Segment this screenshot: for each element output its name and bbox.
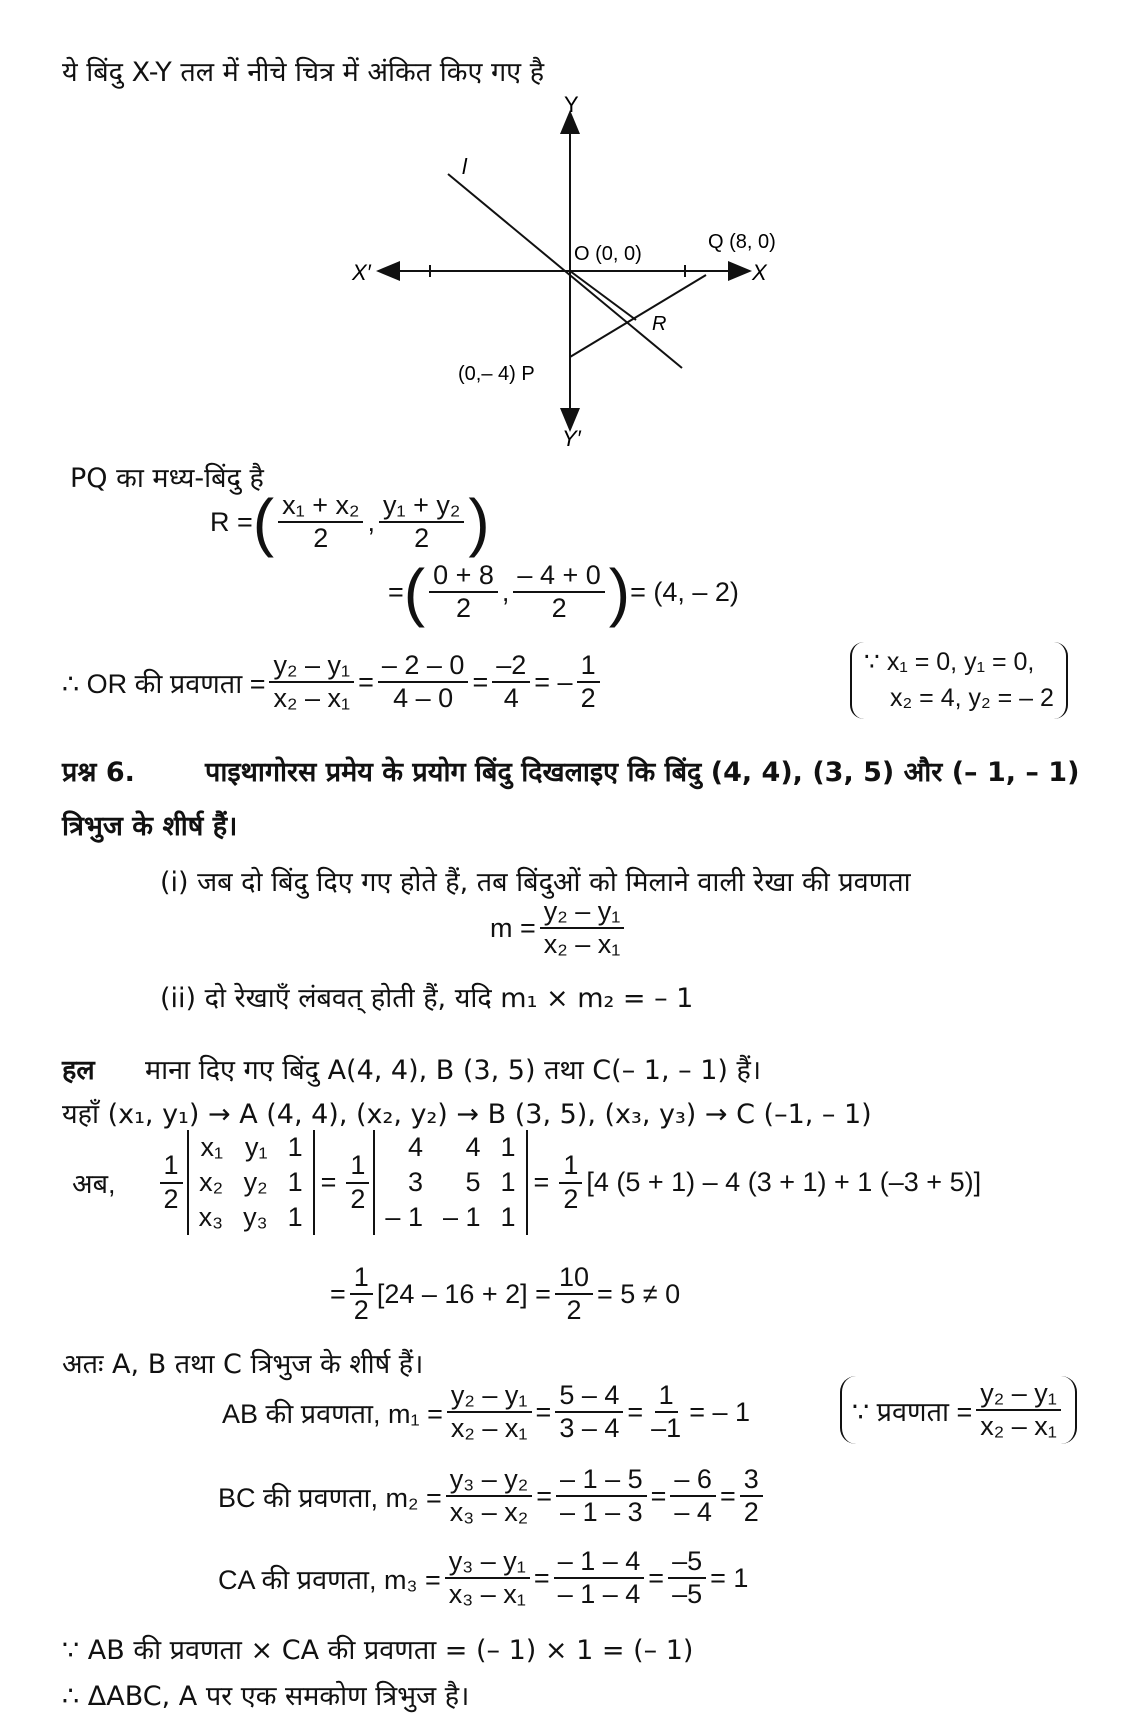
- note-line: ∵ x₁ = 0, y₁ = 0,: [864, 648, 1035, 676]
- result-end: = 5 ≠ 0: [597, 1278, 681, 1309]
- equals-minus: = –: [534, 666, 573, 697]
- slope-or-note: [850, 642, 1068, 719]
- det-cell: – 1: [442, 1202, 481, 1232]
- frac-num: – 6: [670, 1464, 716, 1497]
- solution-line2: यहाँ (x₁, y₁) → A (4, 4), (x₂, y₂) → B (3, 5), (x₃, y₃) → C (–1, – 1): [62, 1099, 872, 1130]
- slope-or-label: ∴ OR की प्रवणता =: [62, 668, 266, 699]
- p-label: (0,– 4) P: [458, 363, 535, 385]
- frac-den: 2: [743, 1497, 759, 1528]
- y-label: Y: [564, 92, 579, 117]
- det-cell: 1: [500, 1202, 516, 1232]
- final-line2: ∴ ΔABC, A पर एक समकोण त्रिभुज है।: [62, 1681, 470, 1712]
- frac-den: 2: [551, 593, 567, 624]
- frac-den: x₂ – x₁: [543, 929, 621, 960]
- frac-den: 2: [455, 593, 472, 624]
- det-cell: 1: [500, 1167, 516, 1197]
- frac-num: y₂ – y₁: [976, 1378, 1061, 1411]
- midpoint-formula: R = ( $\frac{\text{x₁ + x₂}}{2}$ , $\frac{\text{y₁ + y₂}}{2}$ ): [210, 486, 490, 559]
- frac-num: 3: [740, 1464, 763, 1497]
- frac-den: x₂ – x₁: [450, 1413, 528, 1444]
- x-neg-label: X′: [352, 260, 371, 285]
- frac-den: x₂ – x₁: [980, 1411, 1057, 1442]
- frac-num: 10: [555, 1262, 593, 1295]
- slope-or-formula: ∴ OR की प्रवणता = $\frac{\text{y₂ – y₁}}{\text{x₂ – x₁}}$ = $\frac{- 2 - 0}{4 - 0}$ = $\frac{-2}{4}$ = – $\frac{1}{2}$: [62, 650, 604, 714]
- frac-den: 2: [580, 683, 596, 714]
- midpoint-heading: PQ का मध्य-बिंदु है: [70, 463, 264, 494]
- x-label: X: [752, 260, 767, 285]
- coordinate-graph: [340, 90, 800, 450]
- frac-den: 2: [563, 1183, 579, 1214]
- frac-den: 2: [414, 523, 430, 554]
- frac-num: y₃ – y₁: [445, 1546, 530, 1579]
- frac-num: 1: [655, 1380, 678, 1413]
- frac-den: 2: [350, 1183, 366, 1214]
- question-label: प्रश्न 6.: [62, 757, 135, 788]
- frac-num: – 2 – 0: [378, 650, 469, 683]
- bc-slope-label: BC की प्रवणता, m₂ =: [218, 1482, 442, 1513]
- equals: =: [388, 576, 404, 607]
- o-label: O (0, 0): [574, 243, 642, 265]
- r-label: R: [652, 313, 667, 335]
- frac-den: – 4: [674, 1497, 712, 1528]
- frac-num: 0 + 8: [429, 560, 498, 593]
- solution-label: हल: [62, 1055, 95, 1086]
- intro-text: ये बिंदु X-Y तल में नीचे चित्र में अंकित किए गए है: [62, 57, 545, 88]
- hint-1: (i) जब दो बिंदु दिए गए होते हैं, तब बिंदुओं को मिलाने वाली रेखा की प्रवणता: [160, 867, 911, 898]
- frac-den: 2: [566, 1295, 582, 1326]
- frac-den: –5: [672, 1579, 703, 1610]
- det-cell: y₃: [243, 1202, 268, 1232]
- frac-den: – 1 – 3: [560, 1497, 643, 1528]
- m-equals: m =: [490, 912, 536, 943]
- frac-num: 1: [350, 1262, 373, 1295]
- det-cell: x₂: [199, 1167, 224, 1197]
- determinant-numeric: [373, 1130, 527, 1235]
- hint-slope-formula: [490, 896, 628, 960]
- frac-den: x₂ – x₁: [273, 683, 351, 714]
- question-text-line2: त्रिभुज के शीर्ष हैं।: [62, 811, 238, 842]
- hint-2: (ii) दो रेखाएँ लंबवत् होती हैं, यदि m₁ × m₂ = – 1: [160, 983, 694, 1014]
- determinant-expression: अब, $\frac{1}{2}$ x₁ y₁ 1 x₂ y₂ 1 x₃ y₃ 1 = $\frac{1}{2}$ 4 4 1 3 5 1 – 1 – 1 1 = $\frac{1}{2}$ [4 (5 + 1) – 4 (3 + 1) + 1 (–3 + 5)]: [72, 1130, 981, 1235]
- note-line: x₂ = 4, y₂ = – 2: [890, 684, 1054, 713]
- frac-num: – 1 – 4: [554, 1546, 645, 1579]
- midpoint-result: = (4, – 2): [630, 576, 739, 607]
- r-equals: R =: [210, 506, 253, 537]
- slope-ab: AB की प्रवणता, m₁ = $\frac{\text{y₂ – y₁}}{\text{x₂ – x₁}}$ = $\frac{5 - 4}{3 - 4}$ = $\frac{1}{-1}$ = – 1: [222, 1380, 751, 1444]
- equals: =: [330, 1278, 346, 1309]
- frac-den: 4: [503, 683, 519, 714]
- frac-den: 2: [313, 523, 329, 554]
- question-text-line1: पाइथागोरस प्रमेय के प्रयोग बिंदु दिखलाइए कि बिंदु (4, 4), (3, 5) और (– 1, – 1): [205, 757, 1080, 788]
- det-cell: 3: [407, 1167, 423, 1197]
- det-cell: 1: [287, 1202, 303, 1232]
- ab-slope-label: AB की प्रवणता, m₁ =: [222, 1398, 443, 1429]
- solution-conclusion: अतः A, B तथा C त्रिभुज के शीर्ष हैं।: [62, 1349, 424, 1380]
- det-cell: x₃: [198, 1202, 224, 1232]
- frac-den: x₃ – x₁: [448, 1579, 526, 1610]
- expansion: [4 (5 + 1) – 4 (3 + 1) + 1 (–3 + 5)]: [586, 1167, 982, 1197]
- slope-bc: BC की प्रवणता, m₂ = $\frac{\text{y₃ – y₂}}{\text{x₃ – x₂}}$ = $\frac{- 1 - 5}{- 1 - 3}$ = $\frac{- 6}{- 4}$ = $\frac{3}{2}$: [218, 1464, 767, 1528]
- det-cell: 4: [465, 1132, 481, 1162]
- frac-den: x₃ – x₂: [449, 1497, 529, 1528]
- frac-num: 1: [346, 1150, 369, 1183]
- line-l-label: l: [462, 154, 467, 179]
- frac-den: 2: [163, 1183, 179, 1214]
- frac-den: –1: [651, 1413, 682, 1444]
- ca-slope-label: CA की प्रवणता, m₃ =: [218, 1564, 441, 1595]
- frac-num: 5 – 4: [555, 1380, 623, 1413]
- solution-line1: माना दिए गए बिंदु A(4, 4), B (3, 5) तथा C(– 1, – 1) हैं।: [145, 1055, 762, 1086]
- frac-num: – 1 – 5: [556, 1464, 647, 1497]
- frac-den: 3 – 4: [559, 1413, 620, 1444]
- ab-label: अब,: [72, 1169, 116, 1199]
- final-line1: ∵ AB की प्रवणता × CA की प्रवणता = (– 1) × 1 = (– 1): [62, 1635, 694, 1666]
- det-cell: y₁: [244, 1132, 268, 1162]
- frac-num: y₃ – y₂: [446, 1464, 533, 1497]
- frac-num: 1: [577, 650, 600, 683]
- frac-num: –5: [668, 1546, 706, 1579]
- determinant-result: [330, 1262, 680, 1326]
- frac-num: x₁ + x₂: [278, 490, 363, 523]
- ca-slope-result: = 1: [710, 1562, 749, 1593]
- det-cell: – 1: [385, 1202, 423, 1232]
- det-cell: 1: [500, 1132, 516, 1162]
- det-cell: 5: [465, 1167, 481, 1197]
- frac-num: y₂ – y₁: [540, 896, 625, 929]
- q-label: Q (8, 0): [708, 231, 776, 253]
- frac-num: y₁ + y₂: [379, 490, 464, 523]
- frac-num: 1: [559, 1150, 582, 1183]
- frac-num: 1: [160, 1150, 183, 1183]
- det-cell: 1: [287, 1132, 303, 1162]
- slope-ca: CA की प्रवणता, m₃ = $\frac{\text{y₃ – y₁}}{\text{x₃ – x₁}}$ = $\frac{- 1 - 4}{- 1 - 4}$ = $\frac{-5}{-5}$ = 1: [218, 1546, 749, 1610]
- determinant-symbolic: [187, 1130, 315, 1235]
- frac-den: 4 – 0: [393, 683, 454, 714]
- frac-num: y₂ – y₁: [269, 650, 354, 683]
- y-neg-label: Y′: [562, 426, 581, 450]
- det-cell: x₁: [200, 1132, 224, 1162]
- det-cell: y₂: [243, 1167, 268, 1197]
- det-cell: 4: [407, 1132, 423, 1162]
- frac-num: – 4 + 0: [513, 560, 604, 593]
- frac-den: 2: [353, 1295, 369, 1326]
- frac-den: – 1 – 4: [557, 1579, 641, 1610]
- frac-num: y₂ – y₁: [447, 1380, 532, 1413]
- frac-num: –2: [492, 650, 530, 683]
- midpoint-substitution: = ( $\frac{0 + 8}{2}$ , $\frac{- 4 + 0}{2}$ ) = (4, – 2): [388, 556, 739, 629]
- slope-formula-note: [840, 1376, 1077, 1444]
- ab-slope-result: = – 1: [689, 1396, 751, 1427]
- bracket-expr: [24 – 16 + 2] =: [376, 1278, 551, 1309]
- note-label: ∵ प्रवणता =: [852, 1396, 973, 1427]
- det-cell: 1: [287, 1167, 303, 1197]
